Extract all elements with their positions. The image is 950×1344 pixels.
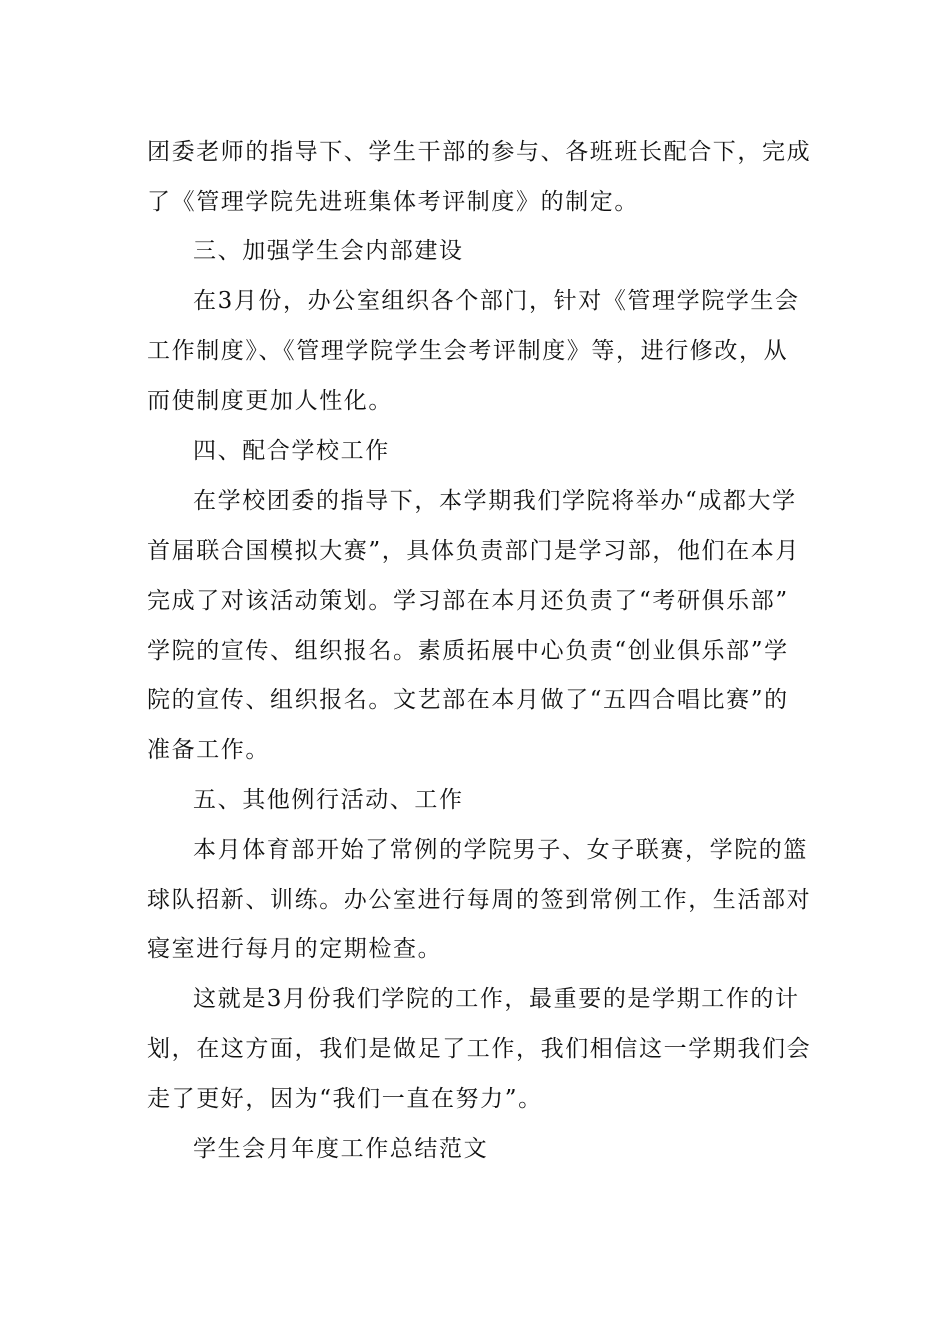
paragraph-line: 首届联合国模拟大赛”，具体负责部门是学习部，他们在本月: [147, 538, 800, 564]
paragraph-line: 球队招新、训练。办公室进行每周的签到常例工作，生活部对: [147, 887, 812, 913]
section-heading: 五、其他例行活动、工作: [193, 787, 464, 813]
paragraph-line: 了《管理学院先进班集体考评制度》的制定。: [147, 189, 639, 215]
paragraph-line: 这就是3月份我们学院的工作，最重要的是学期工作的计: [193, 986, 800, 1012]
paragraph-line: 学院的宣传、组织报名。素质拓展中心负责“创业俱乐部”学: [147, 638, 789, 664]
paragraph-line: 工作制度》、《管理学院学生会考评制度》等，进行修改，从: [147, 338, 789, 364]
paragraph-line: 团委老师的指导下、学生干部的参与、各班班长配合下，完成: [147, 139, 812, 165]
section-heading: 四、配合学校工作: [193, 438, 390, 464]
paragraph-line: 院的宣传、组织报名。文艺部在本月做了“五四合唱比赛”的: [147, 687, 789, 713]
document-subtitle: 学生会月年度工作总结范文: [193, 1136, 489, 1162]
paragraph-line: 在3月份，办公室组织各个部门，针对《管理学院学生会: [193, 288, 800, 314]
paragraph-line: 而使制度更加人性化。: [147, 388, 393, 414]
section-heading: 三、加强学生会内部建设: [193, 238, 464, 264]
paragraph-line: 在学校团委的指导下，本学期我们学院将举办“成都大学: [193, 488, 797, 514]
paragraph-line: 走了更好，因为“我们一直在努力”。: [147, 1086, 543, 1112]
paragraph-line: 准备工作。: [147, 737, 270, 763]
paragraph-line: 本月体育部开始了常例的学院男子、女子联赛，学院的篮: [193, 837, 808, 863]
paragraph-line: 寝室进行每月的定期检查。: [147, 936, 443, 962]
paragraph-line: 划，在这方面，我们是做足了工作，我们相信这一学期我们会: [147, 1036, 812, 1062]
paragraph-line: 完成了对该活动策划。学习部在本月还负责了“考研俱乐部”: [147, 588, 789, 614]
